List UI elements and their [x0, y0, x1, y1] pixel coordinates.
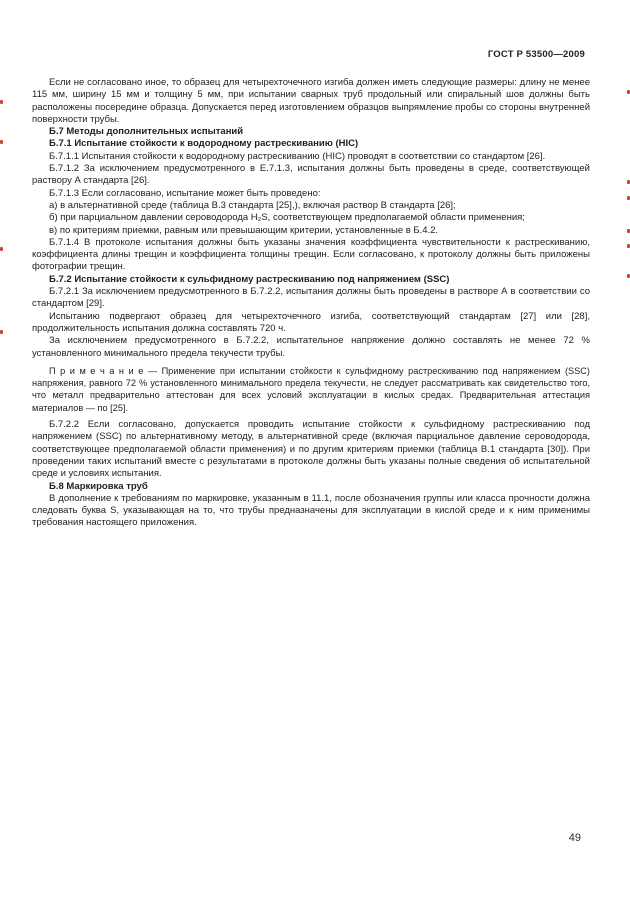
page-number: 49 — [568, 832, 581, 844]
paragraph: Б.7.1.3 Если согласовано, испытание может быть проведено: — [49, 187, 321, 199]
paragraph: Б.7.1.4 В протоколе испытания должны быть указаны значения коэффициента чувствительности к растрескиванию, коэффициента длины трещин и коэффициента толщины трещин. Если согласовано, к протоколу должны быть приложены фотографии трещин. — [32, 236, 590, 273]
list-item: в) по критериям приемки, равным или превышающим критерии, установленные в Б.4.2. — [49, 224, 439, 236]
scan-mark-left — [0, 247, 3, 251]
paragraph: Б.7.1.2 За исключением предусмотренного в Е.7.1.3, испытания должны быть проведены в среде, соответствующей раствору А стандарта [26]. — [32, 163, 590, 187]
list-item: а) в альтернативной среде (таблица В.3 стандарта [25],), включая раствор В стандарта [26]; — [49, 199, 456, 211]
section-heading: Б.8 Маркировка труб — [49, 480, 148, 492]
standard-number-header: ГОСТ Р 53500—2009 — [487, 49, 585, 60]
paragraph: Испытанию подвергают образец для четырехточечного изгиба, соответствующий стандартам [27] или [28], продолжительность испытания должна составлять 720 ч. — [32, 310, 590, 334]
section-heading: Б.7.2 Испытание стойкости к сульфидному растрескиванию под напряжением (SSC) — [49, 273, 450, 285]
paragraph: Б.7.1.1 Испытания стойкости к водородному растрескиванию (HIC) проводят в соответствии со стандартом [26]. — [49, 150, 546, 162]
list-item: б) при парциальном давлении сероводорода H₂S, соответствующем предполагаемой области применения; — [49, 212, 525, 224]
paragraph: В дополнение к требованиям по маркировке, указанным в 11.1, после обозначения группы или класса прочности должна следовать буква S, указывающая на то, что трубы предназначены для эксплуатации в кислой среде и к ним применимы требования настоящего приложения. — [32, 492, 590, 529]
document-body — [32, 77, 590, 530]
scan-mark-left — [0, 140, 3, 144]
note-paragraph: П р и м е ч а н и е — Применение при испытании стойкости к сульфидному растрескиванию под напряжением (SSC) напряжения, равного 72 % установленного минимального предела текучести, не следует рассматривать как свидетельство того, что металл предварительно аттестован для всех условий эксплуатации в кислых средах. Предварительная аттестация материалов — по [25]. — [32, 365, 590, 413]
scan-mark-left — [0, 100, 3, 104]
section-heading: Б.7.1 Испытание стойкости к водородному растрескиванию (HIC) — [49, 138, 359, 150]
paragraph: Б.7.2.2 Если согласовано, допускается проводить испытание стойкости к сульфидному растрескиванию под напряжением (SSC) по альтернативному методу, в альтернативной среде (включая парциальное давление сероводорода, соответствующее предполагаемой области применения) и по другим критериям приемки (таблица В.1 стандарта [30]). При проведении таких испытаний вместе с результатами в протоколе должны быть указаны полные сведения об испытательной среде и условиях испытания. — [32, 419, 590, 480]
paragraph: Б.7.2.1 За исключением предусмотренного в Б.7.2.2, испытания должны быть проведены в растворе А в соответствии со стандартом [29]. — [32, 286, 590, 310]
paragraph: За исключением предусмотренного в Б.7.2.2, испытательное напряжение должно составлять не менее 72 % установленного минимального предела текучести трубы. — [32, 335, 590, 359]
scan-mark-left — [0, 330, 3, 334]
section-heading: Б.7 Методы дополнительных испытаний — [49, 126, 244, 138]
paragraph: Если не согласовано иное, то образец для четырехточечного изгиба должен иметь следующие размеры: длину не менее 115 мм, ширину 15 мм и толщину 5 мм, при испытании сварных труб продольный или спиральный шов должны быть расположены посередине образца. Допускается перед изготовлением образцов выпрямление пробы со стороны внутренней поверхности трубы. — [32, 77, 590, 125]
